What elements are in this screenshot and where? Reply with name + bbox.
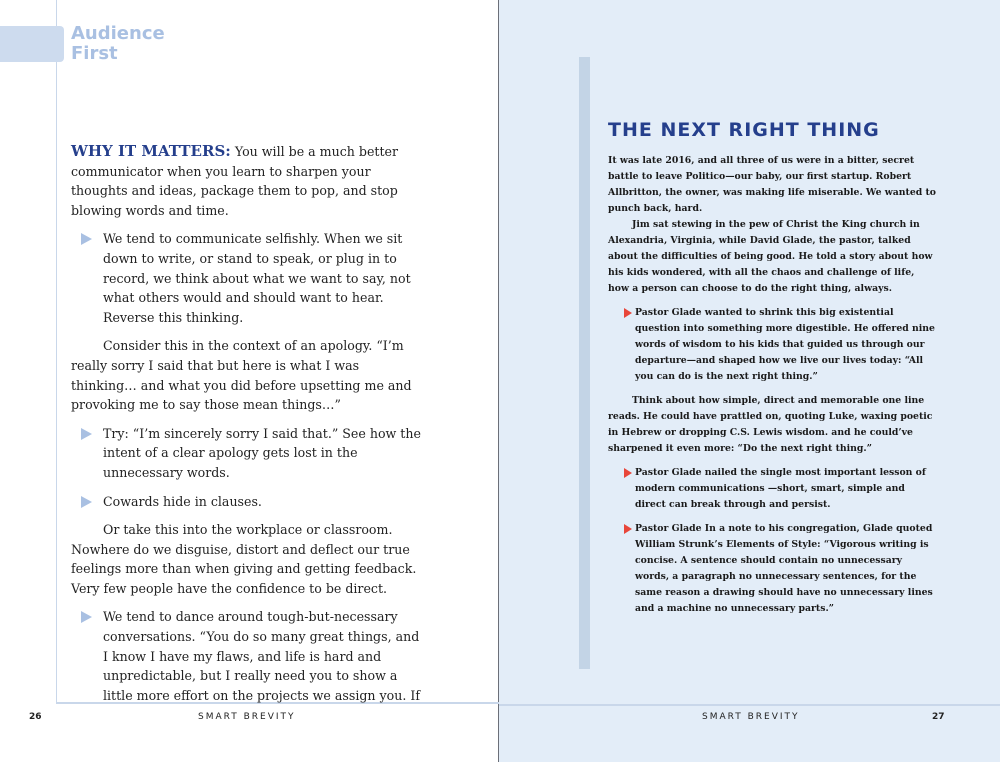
- bullet-text: Pastor Glade In a note to his congregation, Glade quoted William Strunk’s Elements of Style: “Vigorous writing is concise. A sentence should contain no unnecessary words, a paragraph no unnecessary sentences, for the same reason a drawing should have no unnecessary lines and a machine no unnecessary parts.”: [635, 523, 933, 614]
- bullet-text: Pastor Glade wanted to shrink this big existential question into something more digestible. He offered nine words of wisdom to his kids that guided us through our departure—and shaped how we live our lives today: “All you can do is the next right thing.”: [635, 307, 935, 382]
- sidebar-paragraph: It was late 2016, and all three of us were in a bitter, secret battle to leave Politico—our baby, our first startup. Robert Allbritton, the owner, was making life miserable. We wanted to punch back, hard.: [608, 155, 936, 214]
- running-head-left: SMART BREVITY: [198, 712, 296, 722]
- red-triangle-bullet-icon: [624, 308, 632, 318]
- page-number-right: 27: [932, 712, 945, 722]
- triangle-bullet-icon: [81, 611, 92, 623]
- sidebar-bullet-item: [608, 465, 938, 513]
- chapter-title-line1: Audience: [71, 23, 165, 44]
- bullet-item: [71, 607, 421, 705]
- body-paragraph: Consider this in the context of an apology. “I’m really sorry I said that but here is what I was thinking… and what you did before upsetting me and provoking me to say those mean things…”: [71, 338, 412, 413]
- sidebar-bullet-item: [608, 521, 938, 617]
- sidebar-bullet-item: [608, 305, 938, 385]
- bullet-text: Cowards hide in clauses.: [103, 493, 262, 509]
- page-number-left: 26: [29, 712, 42, 722]
- bullet-text: We tend to communicate selfishly. When we sit down to write, or stand to speak, or plug in to record, we think about what we want to say, not what others would and should want to hear. Reverse this thinking.: [103, 231, 411, 325]
- bullet-item: [71, 229, 421, 327]
- why-it-matters-text: You will be a much better communicator when you learn to sharpen your thoughts and ideas, package them to pop, and stop blowing words and time.: [71, 144, 398, 218]
- triangle-bullet-icon: [81, 428, 92, 440]
- bullet-item: [71, 424, 421, 483]
- sidebar-title: THE NEXT RIGHT THING: [608, 119, 880, 141]
- bullet-item: [71, 492, 421, 512]
- running-head-right: SMART BREVITY: [702, 712, 800, 722]
- triangle-bullet-icon: [81, 233, 92, 245]
- sidebar-paragraph: Jim sat stewing in the pew of Christ the King church in Alexandria, Virginia, while David Glade, the pastor, talked about the difficulties of being good. He told a story about how his kids wondered, with all the chaos and challenge of life, how a person can choose to do the right thing, always.: [608, 219, 933, 294]
- sidebar-body: [608, 153, 938, 625]
- right-page-footer-rule: [499, 704, 1000, 706]
- sidebar-paragraph: Think about how simple, direct and memorable one line reads. He could have prattled on, quoting Luke, waxing poetic in Hebrew or dropping C.S. Lewis wisdom. and he could’ve sharpened it even more: “Do the next right thing.”: [608, 395, 933, 454]
- red-triangle-bullet-icon: [624, 468, 632, 478]
- left-page-body: [71, 142, 421, 714]
- triangle-bullet-icon: [81, 496, 92, 508]
- red-triangle-bullet-icon: [624, 524, 632, 534]
- chapter-tab: [0, 26, 64, 62]
- body-paragraph: Or take this into the workplace or classroom. Nowhere do we disguise, distort and deflect our true feelings more than when giving and getting feedback. Very few people have the confidence to be direct.: [71, 522, 417, 596]
- why-it-matters-paragraph: [71, 142, 421, 220]
- sidebar-accent-bar: [579, 57, 590, 669]
- bullet-text: Try: “I’m sincerely sorry I said that.” See how the intent of a clear apology gets lost in the unnecessary words.: [103, 425, 421, 480]
- chapter-title-line2: First: [71, 43, 118, 64]
- bullet-text: We tend to dance around tough-but-necessary conversations. “You do so many great things, and I know I have my flaws, and life is hard and unpredictable, but I really need you to show a little more effort on the projects we assign you. If: [103, 609, 420, 703]
- chapter-title: [71, 24, 165, 64]
- bullet-text: Pastor Glade nailed the single most important lesson of modern communications —short, smart, simple and direct can break through and persist.: [635, 467, 926, 510]
- why-it-matters-label: WHY IT MATTERS:: [71, 142, 231, 160]
